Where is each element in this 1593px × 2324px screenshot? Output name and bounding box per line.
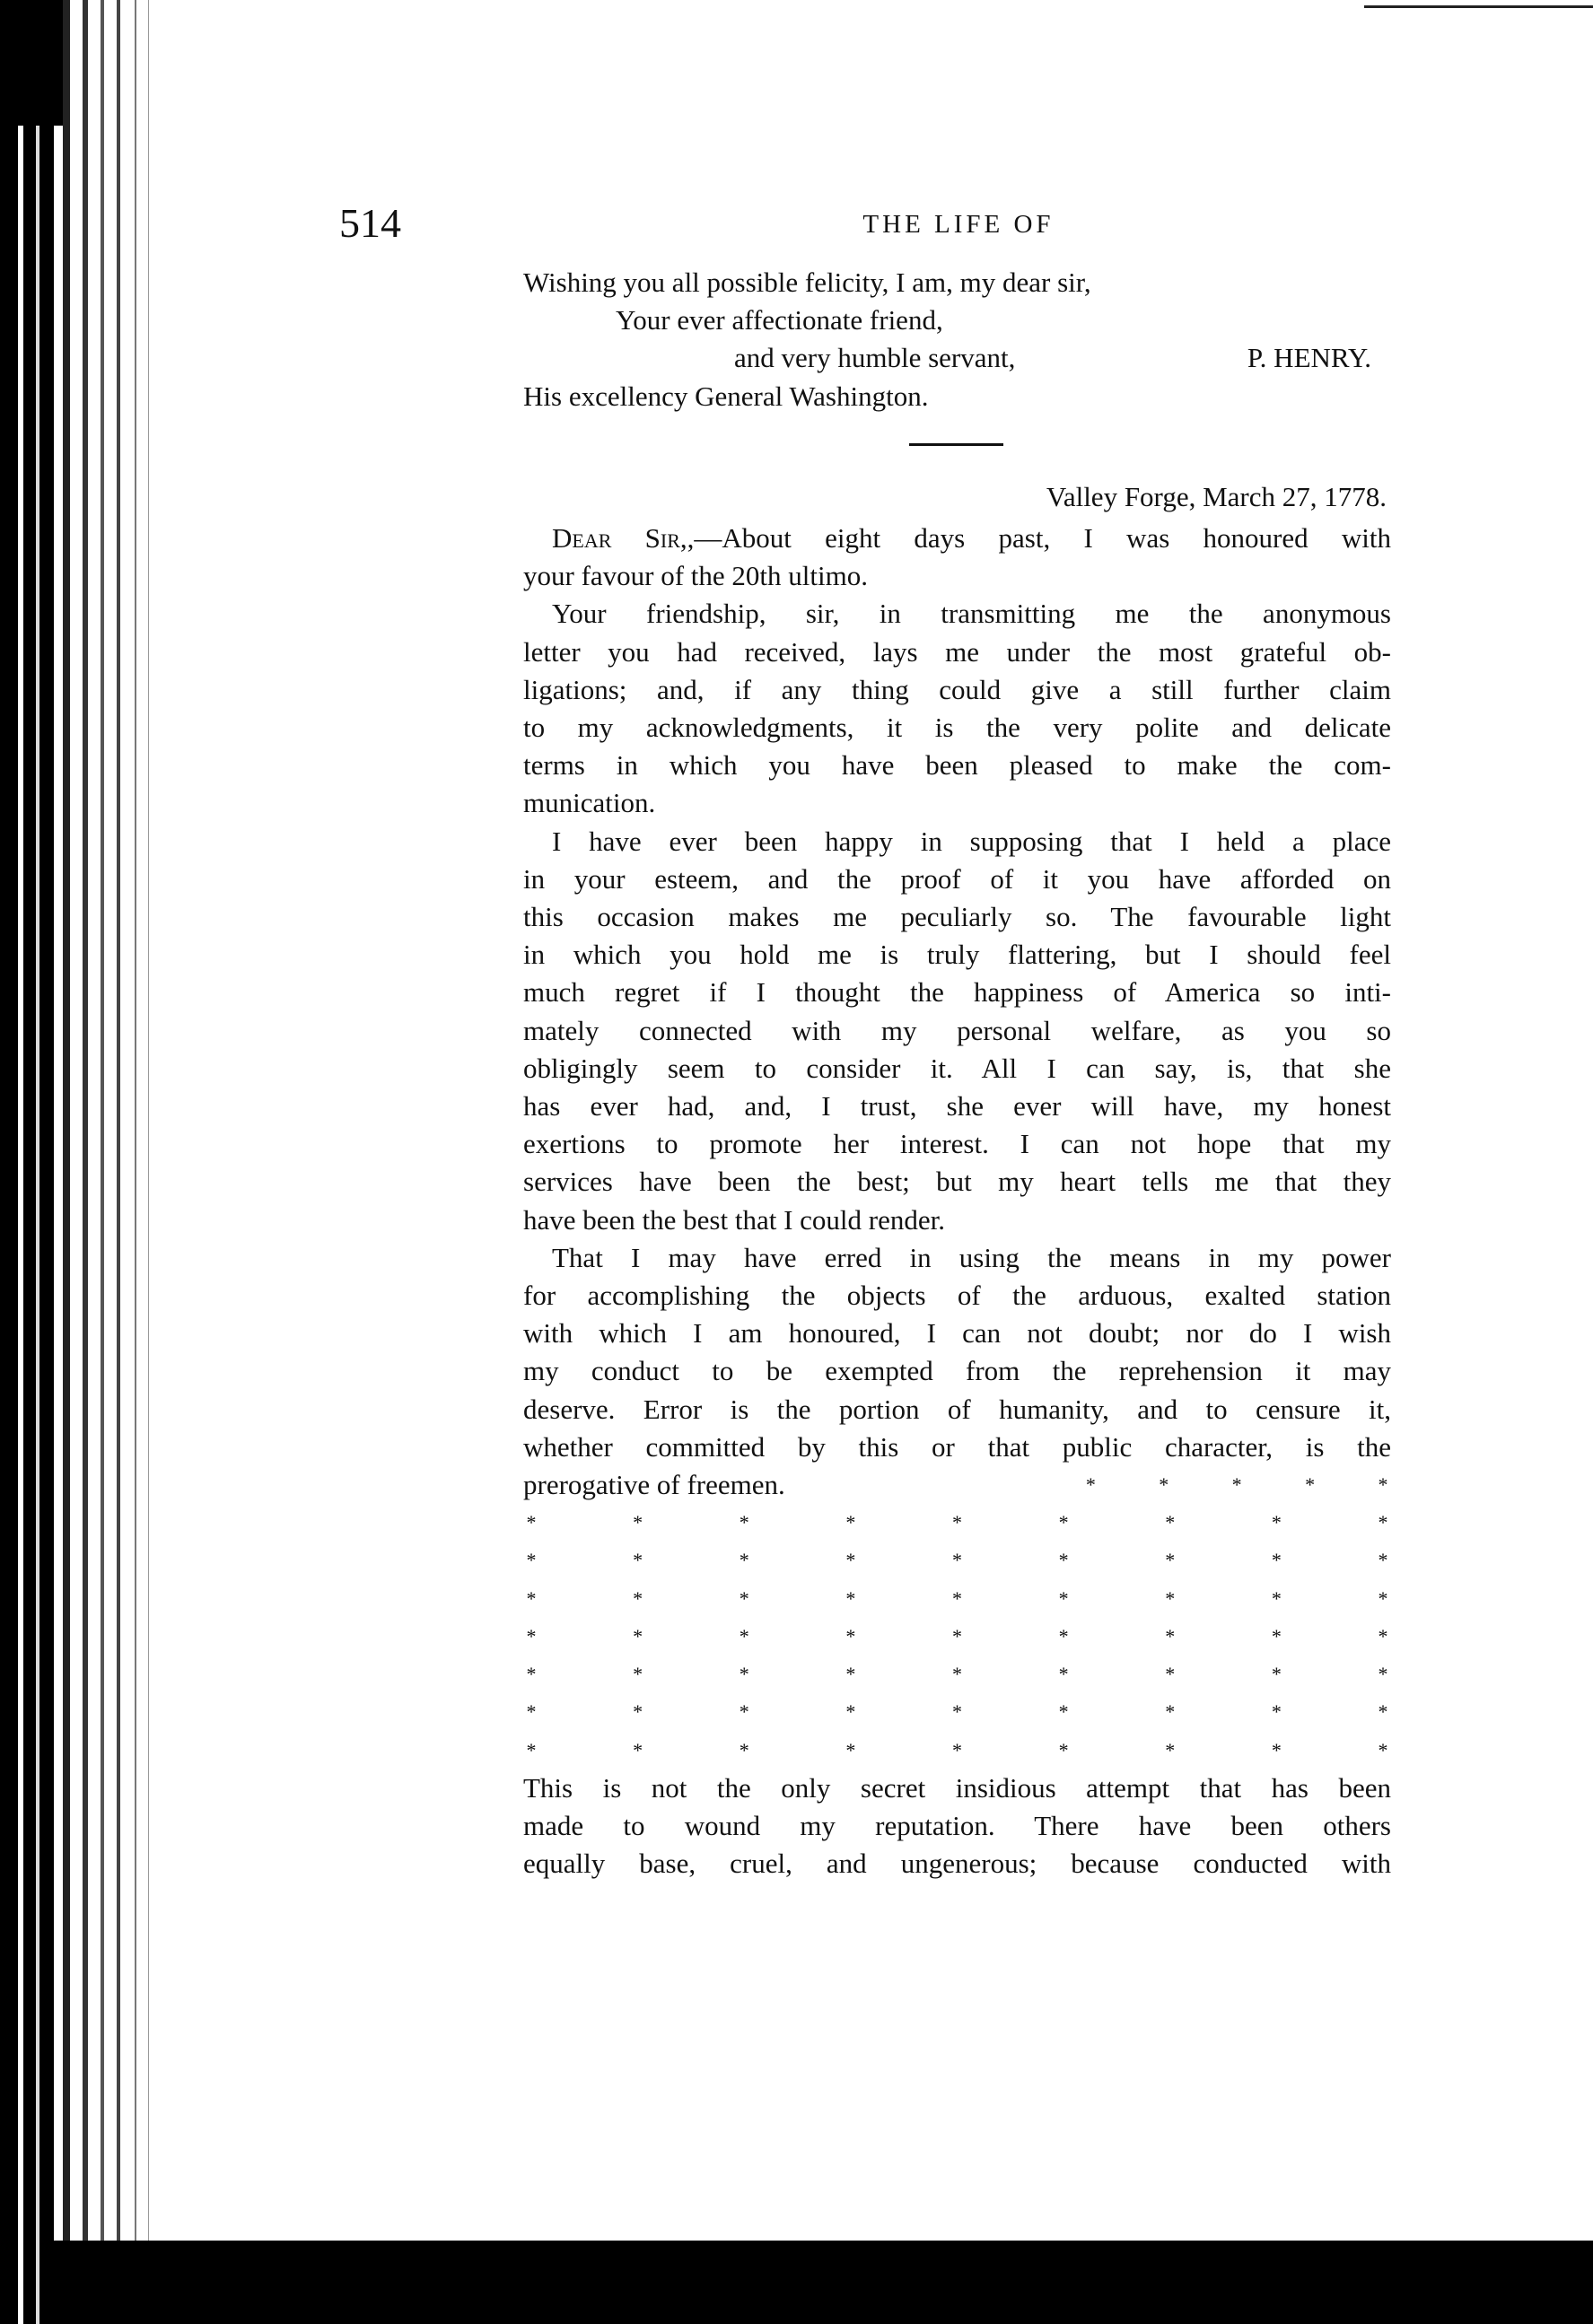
body-line xyxy=(523,520,1391,557)
ellipsis-star: * xyxy=(1058,1586,1069,1610)
ellipsis-star: * xyxy=(633,1586,643,1610)
ellipsis-star: * xyxy=(1058,1700,1069,1724)
section-divider xyxy=(909,443,1003,446)
body-line: has ever had, and, I trust, she ever will have, my honest xyxy=(523,1090,1391,1123)
ellipsis-star: * xyxy=(1058,1549,1069,1572)
body-line: That I may have erred in using the means in my power xyxy=(552,1241,1391,1273)
body-line: my conduct to be exempted from the reprehension it may xyxy=(523,1355,1391,1387)
ellipsis-star: * xyxy=(845,1586,856,1610)
body-line: whether committed by this or that public character, is the xyxy=(523,1430,1391,1463)
ellipsis-star: * xyxy=(1378,1473,1388,1497)
ellipsis-star: * xyxy=(1271,1738,1282,1761)
ellipsis-star: * xyxy=(1271,1586,1282,1610)
ellipsis-star: * xyxy=(526,1738,537,1761)
ellipsis-star: * xyxy=(845,1624,856,1647)
book-page-edges xyxy=(0,0,157,2324)
ellipsis-star: * xyxy=(845,1663,856,1686)
ellipsis-star: * xyxy=(1165,1700,1176,1724)
page-number: 514 xyxy=(339,200,401,246)
closing-signature-line xyxy=(523,339,1391,377)
body-line: letter you had received, lays me under the most grateful ob- xyxy=(523,635,1391,668)
ellipsis-star: * xyxy=(1271,1700,1282,1724)
ellipsis-star: * xyxy=(952,1624,962,1647)
dateline: Valley Forge, March 27, 1778. xyxy=(1046,481,1387,512)
ellipsis-star-row xyxy=(523,1732,1391,1769)
body-line: munication. xyxy=(523,787,656,819)
ellipsis-star: * xyxy=(845,1700,856,1724)
ellipsis-star: * xyxy=(1058,1511,1069,1534)
closing-line: Wishing you all possible felicity, I am, my dear sir, xyxy=(523,266,1091,298)
addressee: His excellency General Washington. xyxy=(523,380,929,412)
closing-line: and very humble servant, xyxy=(734,342,1016,374)
book-page-edge-shadow xyxy=(0,0,63,126)
ellipsis-star: * xyxy=(1378,1549,1388,1572)
body-line: ligations; and, if any thing could give a still further claim xyxy=(523,673,1391,705)
ellipsis-star: * xyxy=(845,1549,856,1572)
body-line: This is not the only secret insidious attempt that has been xyxy=(523,1771,1391,1804)
ellipsis-star: * xyxy=(1271,1549,1282,1572)
ellipsis-star-row xyxy=(523,1580,1391,1618)
ellipsis-star: * xyxy=(845,1738,856,1761)
ellipsis-star-row xyxy=(523,1504,1391,1542)
ellipsis-star: * xyxy=(1378,1586,1388,1610)
ellipsis-star: * xyxy=(739,1738,749,1761)
body-line: I have ever been happy in supposing that I held a place xyxy=(552,825,1391,857)
ellipsis-star: * xyxy=(633,1700,643,1724)
closing-line: Your ever affectionate friend, xyxy=(616,304,943,336)
body-line: Your friendship, sir, in transmitting me the anonymous xyxy=(552,598,1391,630)
body-line: in your esteem, and the proof of it you have afforded on xyxy=(523,862,1391,895)
ellipsis-star: * xyxy=(1378,1663,1388,1686)
ellipsis-star: * xyxy=(1231,1473,1242,1497)
ellipsis-star: * xyxy=(526,1663,537,1686)
ellipsis-star: * xyxy=(952,1738,962,1761)
ellipsis-star: * xyxy=(1165,1663,1176,1686)
body-line: your favour of the 20th ultimo. xyxy=(523,560,868,592)
ellipsis-star: * xyxy=(845,1511,856,1534)
body-line: to my acknowledgments, it is the very polite and delicate xyxy=(523,712,1391,744)
running-head: THE LIFE OF xyxy=(862,210,1055,239)
ellipsis-star: * xyxy=(1378,1624,1388,1647)
body-line: services have been the best; but my heart tells me that they xyxy=(523,1166,1391,1198)
ellipsis-star: * xyxy=(739,1586,749,1610)
ellipsis-star: * xyxy=(1271,1663,1282,1686)
body-line xyxy=(523,1466,1391,1504)
ellipsis-star: * xyxy=(952,1663,962,1686)
scan-edge-line xyxy=(1364,5,1593,8)
letter-body xyxy=(523,520,1391,1883)
ellipsis-star: * xyxy=(1305,1473,1316,1497)
ellipsis-star: * xyxy=(1058,1663,1069,1686)
ellipsis-star-row xyxy=(523,1693,1391,1731)
ellipsis-star: * xyxy=(739,1663,749,1686)
ellipsis-star: * xyxy=(1165,1549,1176,1572)
ellipsis-star: * xyxy=(1058,1738,1069,1761)
body-line: equally base, cruel, and ungenerous; because conducted with xyxy=(523,1848,1391,1880)
ellipsis-star: * xyxy=(633,1624,643,1647)
ellipsis-star: * xyxy=(1378,1700,1388,1724)
letter-closing xyxy=(523,264,1391,415)
scan-bottom-border xyxy=(52,2241,1593,2324)
ellipsis-star: * xyxy=(1271,1511,1282,1534)
body-line: much regret if I thought the happiness of America so inti- xyxy=(523,976,1391,1009)
ellipsis-star: * xyxy=(952,1511,962,1534)
ellipsis-star: * xyxy=(1085,1473,1096,1497)
signature: P. HENRY. xyxy=(1247,342,1371,374)
body-line-text: ,—About eight days past, I was honoured with xyxy=(687,522,1391,554)
ellipsis-star: * xyxy=(633,1511,643,1534)
ellipsis-star: * xyxy=(526,1586,537,1610)
ellipsis-star: * xyxy=(952,1700,962,1724)
ellipsis-star: * xyxy=(1165,1586,1176,1610)
body-line: this occasion makes me peculiarly so. The favourable light xyxy=(523,901,1391,933)
ellipsis-star: * xyxy=(1058,1624,1069,1647)
ellipsis-star: * xyxy=(739,1549,749,1572)
body-line: for accomplishing the objects of the arduous, exalted station xyxy=(523,1280,1391,1312)
ellipsis-star-row xyxy=(523,1618,1391,1656)
body-line: made to wound my reputation. There have been others xyxy=(523,1809,1391,1841)
ellipsis-star: * xyxy=(952,1549,962,1572)
ellipsis-star: * xyxy=(739,1624,749,1647)
body-line: with which I am honoured, I can not doubt; nor do I wish xyxy=(523,1317,1391,1350)
salutation: Dear Sir, xyxy=(552,522,687,554)
body-line: mately connected with my personal welfare, as you so xyxy=(523,1014,1391,1046)
ellipsis-star: * xyxy=(1159,1473,1169,1497)
ellipsis-star: * xyxy=(633,1663,643,1686)
ellipsis-star: * xyxy=(526,1700,537,1724)
body-line: terms in which you have been pleased to make the com- xyxy=(523,749,1391,782)
ellipsis-star: * xyxy=(1165,1738,1176,1761)
body-line: have been the best that I could render. xyxy=(523,1203,945,1236)
ellipsis-star: * xyxy=(526,1624,537,1647)
ellipsis-star-row xyxy=(523,1542,1391,1579)
ellipsis-star: * xyxy=(1271,1624,1282,1647)
ellipsis-star: * xyxy=(633,1549,643,1572)
body-line: deserve. Error is the portion of humanity, and to censure it, xyxy=(523,1393,1391,1425)
ellipsis-star: * xyxy=(1378,1511,1388,1534)
body-line: in which you hold me is truly flattering, but I should feel xyxy=(523,939,1391,971)
ellipsis-star: * xyxy=(952,1586,962,1610)
ellipsis-star: * xyxy=(526,1549,537,1572)
ellipsis-star: * xyxy=(739,1700,749,1724)
body-line: obligingly seem to consider it. All I can say, is, that she xyxy=(523,1052,1391,1084)
ellipsis-star-row xyxy=(523,1656,1391,1693)
ellipsis-star: * xyxy=(739,1511,749,1534)
ellipsis-star: * xyxy=(526,1511,537,1534)
ellipsis-star: * xyxy=(1165,1624,1176,1647)
ellipsis-star: * xyxy=(1378,1738,1388,1761)
body-line: exertions to promote her interest. I can not hope that my xyxy=(523,1128,1391,1160)
body-line-text: prerogative of freemen. xyxy=(523,1469,785,1501)
ellipsis-star: * xyxy=(1165,1511,1176,1534)
ellipsis-star: * xyxy=(633,1738,643,1761)
